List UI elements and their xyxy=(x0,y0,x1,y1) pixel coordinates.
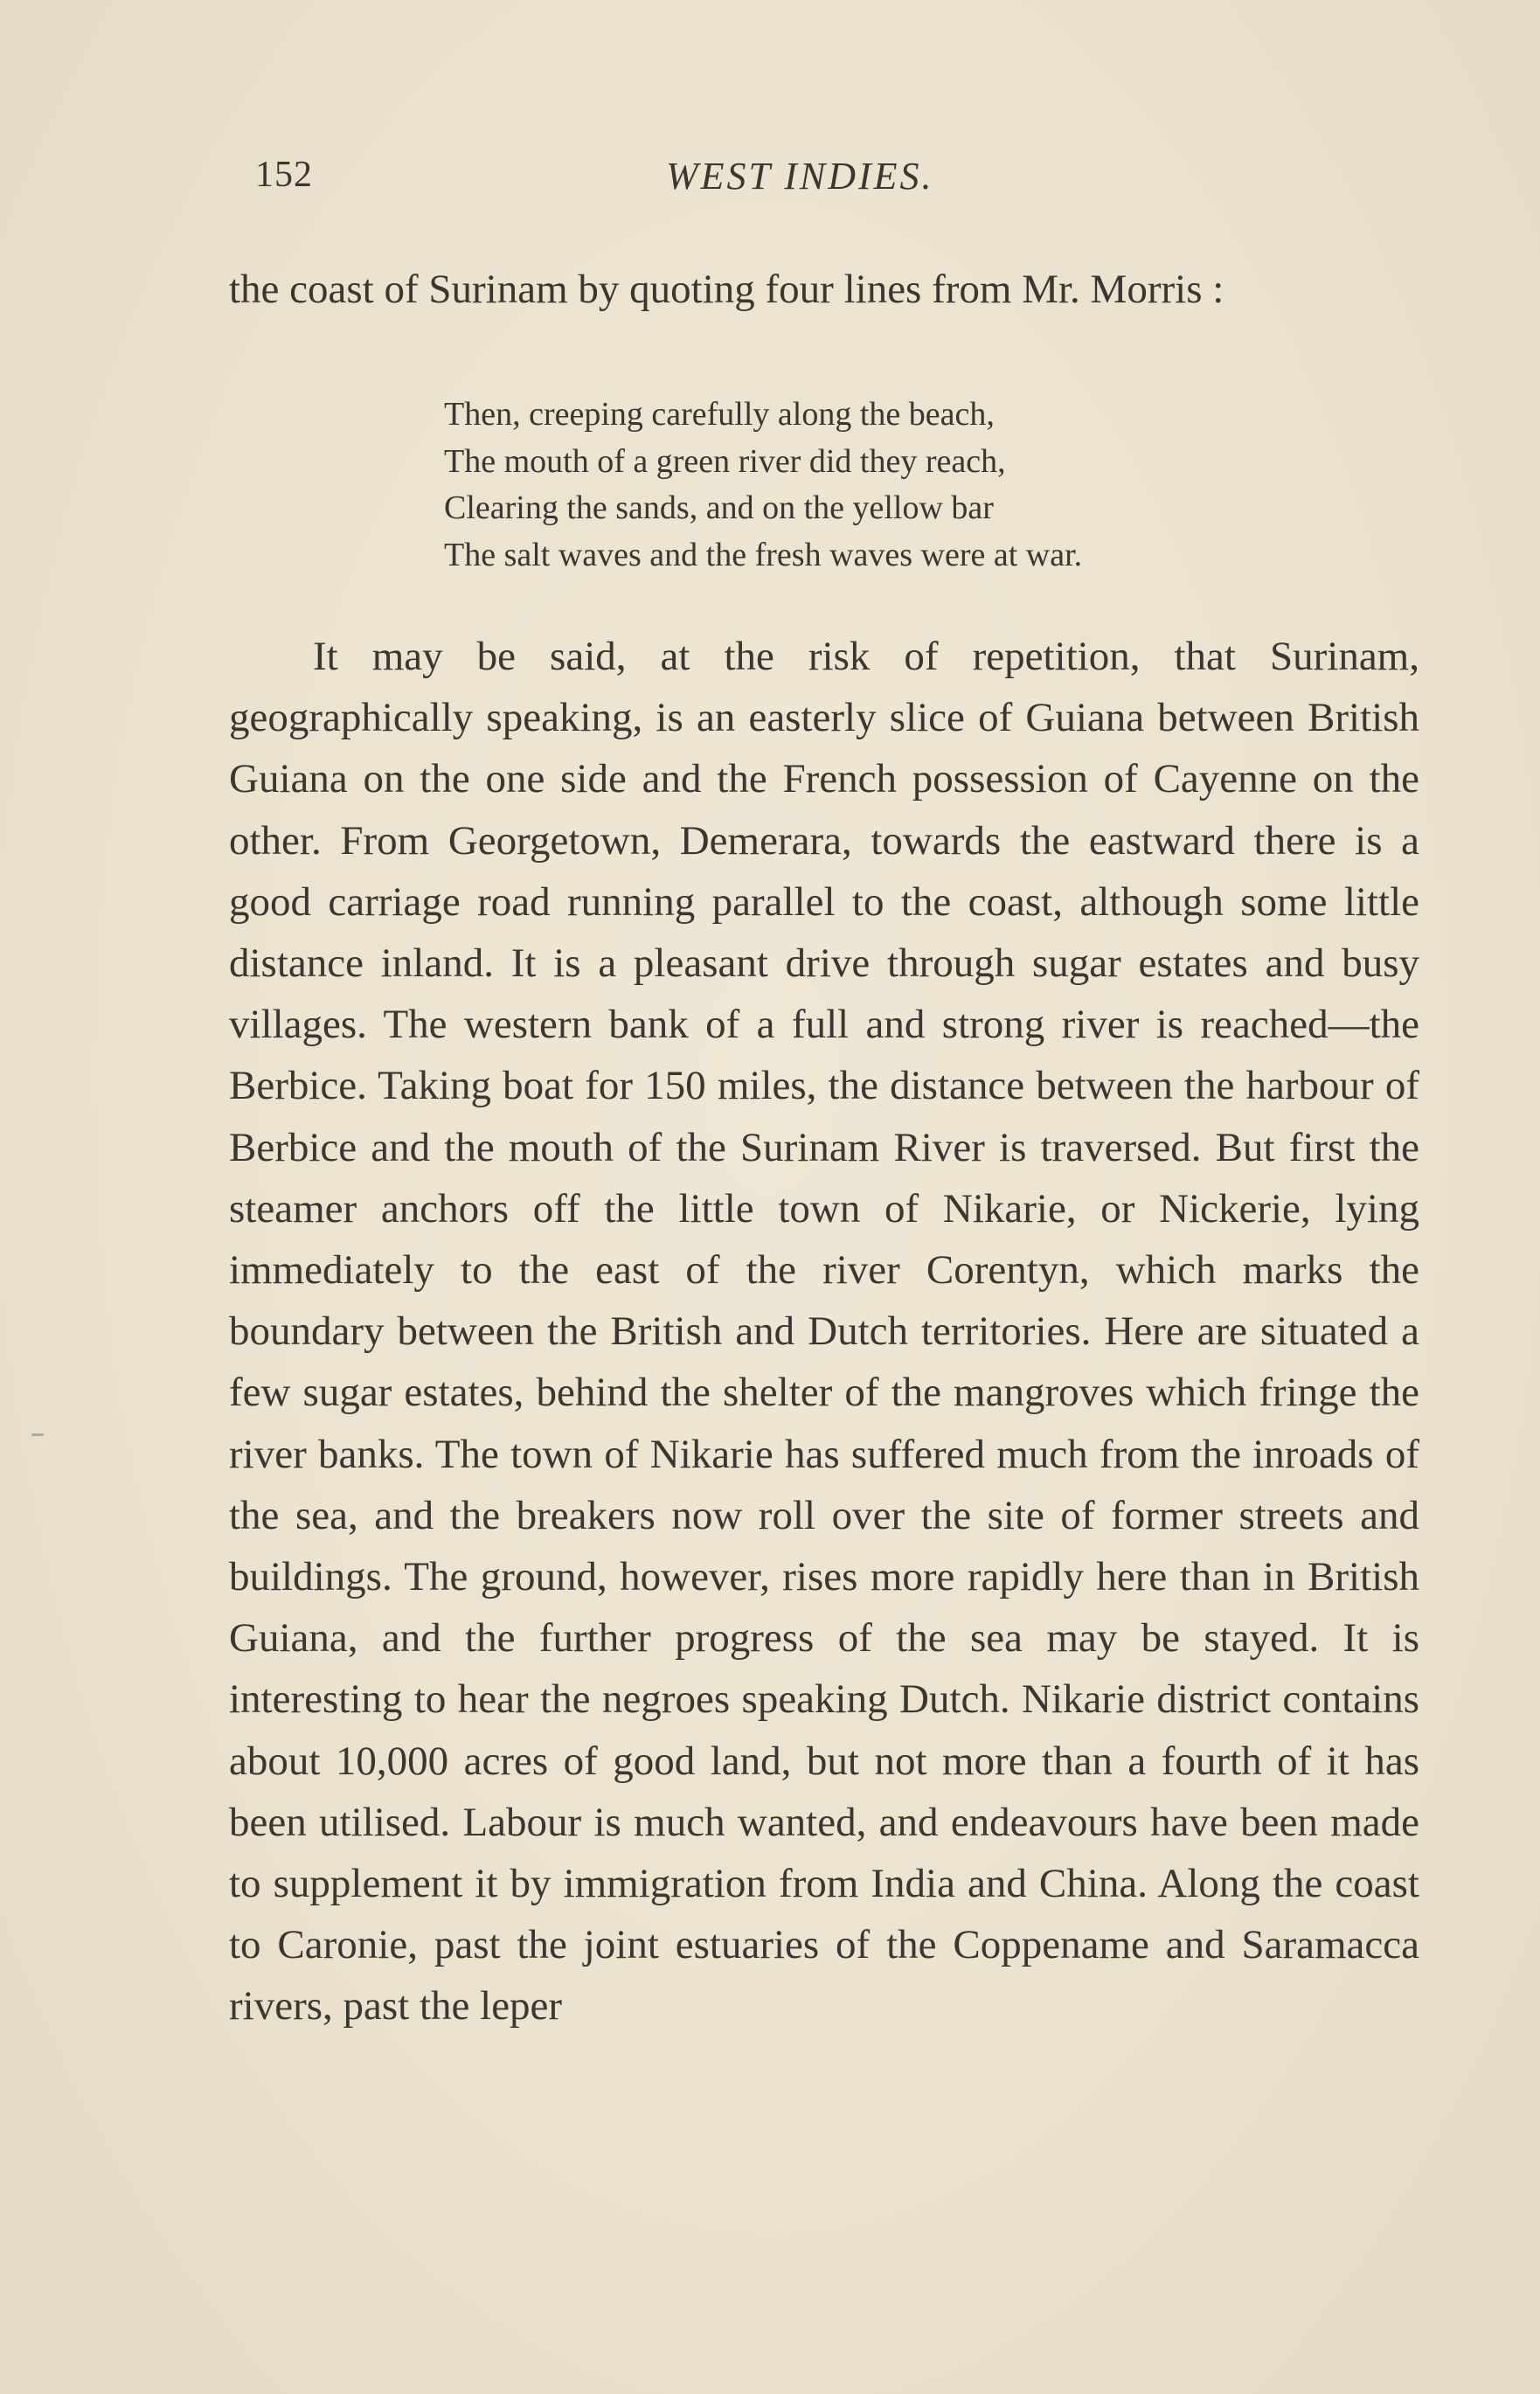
verse-line: The mouth of a green river did they reach, xyxy=(444,442,1006,480)
running-title: WEST INDIES. xyxy=(666,155,934,198)
page-number: 152 xyxy=(255,155,313,195)
body-paragraph xyxy=(229,626,1419,2037)
verse-line: Then, creeping carefully along the beach, xyxy=(444,396,995,433)
paper-speck xyxy=(31,1433,44,1436)
intro-paragraph xyxy=(229,259,1425,320)
body-text: It may be said, at the risk of repetition, that Surinam, geographically speaking, is an easterly slice of Guiana between British Guiana on the one side and the French possession of Cayenne on the other. From Georgetown, Demerara, towards the eastward there is a good carriage road running parallel to the coast, although some little distance inland. It is a pleasant drive through sugar estates and busy villages. The western bank of a full and strong river is reached—the Berbice. Taking boat for 150 miles, the distance between the harbour of Berbice and the mouth of the Surinam River is traversed. But first the steamer anchors off the little town of Nikarie, or Nickerie, lying immediately to the east of the river Corentyn, which marks the boundary between the British and Dutch territories. Here are situated a few sugar estates, behind the shelter of the mangroves which fringe the river banks. The town of Nikarie has suffered much from the inroads of the sea, and the breakers now roll over the site of former streets and buildings. The ground, however, rises more rapidly here than in British Guiana, and the further progress of the sea may be stayed. It is interesting to hear the negroes speaking Dutch. Nikarie district contains about 10,000 acres of good land, but not more than a fourth of it has been utilised. Labour is much wanted, and endeavours have been made to supplement it by immigration from India and China. Along the coast to Caronie, past the joint estuaries of the Coppename and Saramacca rivers, past the leper xyxy=(229,634,1419,2030)
verse-quote xyxy=(444,392,1318,579)
page-header xyxy=(255,154,1435,215)
verse-line: Clearing the sands, and on the yellow bar xyxy=(444,489,994,526)
intro-text: the coast of Surinam by quoting four lines from Mr. Morris : xyxy=(229,267,1224,312)
verse-line: The salt waves and the fresh waves were at war. xyxy=(444,536,1083,573)
